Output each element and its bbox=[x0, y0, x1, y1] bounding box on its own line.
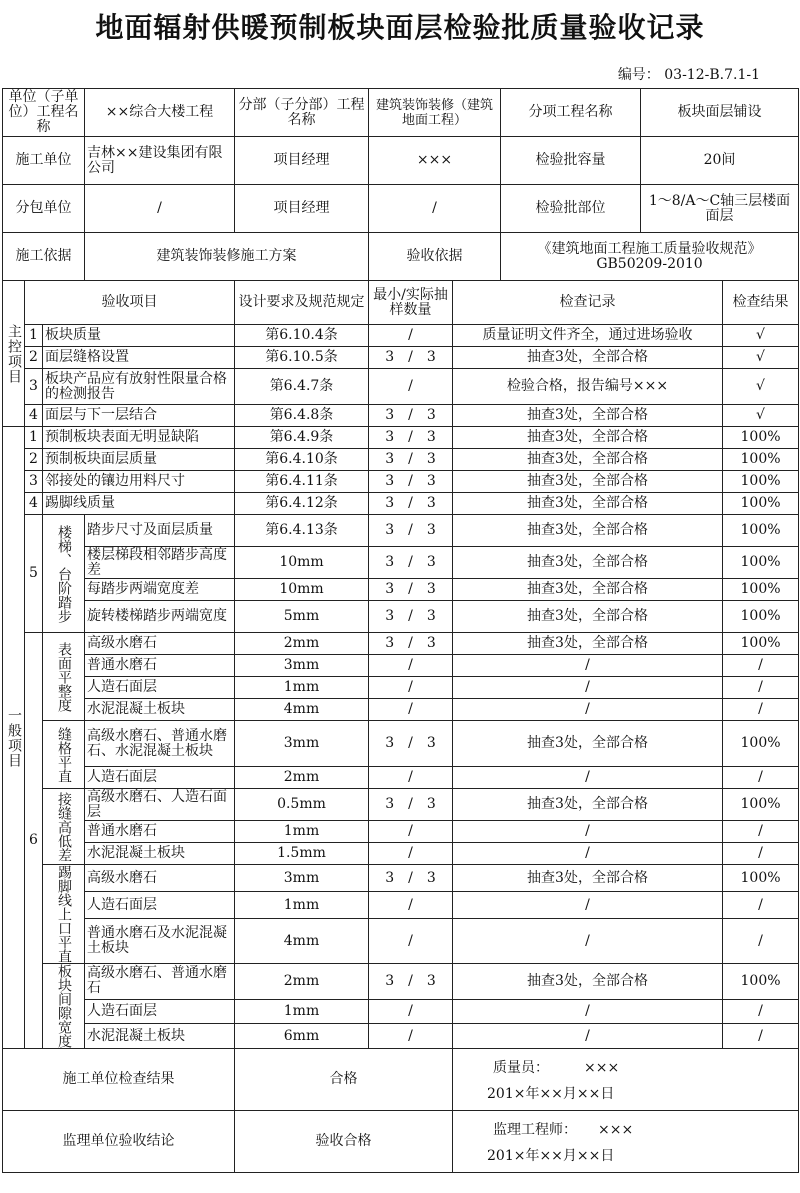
table-row bbox=[3, 633, 799, 655]
pm-value: ××× bbox=[369, 137, 501, 185]
spec-cell: 0.5mm bbox=[235, 789, 369, 821]
table-row bbox=[3, 493, 799, 515]
spec-cell: 第6.10.5条 bbox=[235, 347, 369, 369]
table-row bbox=[3, 405, 799, 427]
supervisor-accept-signature bbox=[453, 1111, 799, 1173]
result-cell: / bbox=[723, 821, 799, 843]
record-cell: / bbox=[453, 919, 723, 964]
item-name: 高级水磨石 bbox=[85, 633, 235, 655]
result-cell: / bbox=[723, 999, 799, 1024]
result-cell: 100% bbox=[723, 721, 799, 767]
spec-cell: 1.5mm bbox=[235, 843, 369, 865]
item-number: 2 bbox=[25, 449, 43, 471]
sample-cell: 3 / 3 bbox=[369, 493, 453, 515]
supervisor-accept-date: 201×年××月××日 bbox=[487, 1148, 615, 1164]
item-number: 4 bbox=[25, 405, 43, 427]
unit-value: ××综合大楼工程 bbox=[85, 89, 235, 137]
table-row bbox=[3, 655, 799, 677]
capacity-label: 检验批容量 bbox=[501, 137, 641, 185]
sample-cell: 3 / 3 bbox=[369, 471, 453, 493]
spec-cell: 第6.4.12条 bbox=[235, 493, 369, 515]
table-row bbox=[3, 515, 799, 547]
item-name: 人造石面层 bbox=[85, 892, 235, 919]
sample-cell: 3 / 3 bbox=[369, 515, 453, 547]
item-name: 人造石面层 bbox=[85, 677, 235, 699]
supervisor-accept-label: 监理单位验收结论 bbox=[3, 1111, 235, 1173]
supervisor-accept-result: 验收合格 bbox=[235, 1111, 453, 1173]
result-cell: √ bbox=[723, 369, 799, 405]
capacity-value: 20间 bbox=[641, 137, 799, 185]
record-cell: 抽查3处，全部合格 bbox=[453, 471, 723, 493]
result-cell: 100% bbox=[723, 493, 799, 515]
record-cell: / bbox=[453, 892, 723, 919]
sample-cell: 3 / 3 bbox=[369, 633, 453, 655]
record-cell: / bbox=[453, 843, 723, 865]
spec-cell: 第6.4.13条 bbox=[235, 515, 369, 547]
item-number: 1 bbox=[25, 325, 43, 347]
sample-cell: / bbox=[369, 767, 453, 789]
item-name: 板块产品应有放射性限量合格的检测报告 bbox=[43, 369, 235, 405]
item-name: 踏步尺寸及面层质量 bbox=[85, 515, 235, 547]
item-name: 板块质量 bbox=[43, 325, 235, 347]
item-name: 水泥混凝土板块 bbox=[85, 843, 235, 865]
table-row bbox=[3, 449, 799, 471]
record-cell: / bbox=[453, 677, 723, 699]
subcontractor-label: 分包单位 bbox=[3, 185, 85, 233]
result-cell: 100% bbox=[723, 964, 799, 1000]
spec-cell: 第6.10.4条 bbox=[235, 325, 369, 347]
spec-cell: 10mm bbox=[235, 579, 369, 601]
sample-cell: 3 / 3 bbox=[369, 449, 453, 471]
deviation-group-label: 接缝高低差 bbox=[43, 789, 85, 865]
spec-cell: 2mm bbox=[235, 633, 369, 655]
spec-cell: 6mm bbox=[235, 1024, 369, 1049]
sub-pm-label: 项目经理 bbox=[235, 185, 369, 233]
record-cell: 抽查3处，全部合格 bbox=[453, 547, 723, 579]
subcontractor-value: / bbox=[85, 185, 235, 233]
sample-cell: 3 / 3 bbox=[369, 964, 453, 1000]
col-header-spec: 设计要求及规范规定 bbox=[235, 281, 369, 325]
basis-value: 建筑装饰装修施工方案 bbox=[85, 233, 369, 281]
spec-cell: 第6.4.9条 bbox=[235, 427, 369, 449]
location-value: 1～8/A～C轴三层楼面面层 bbox=[641, 185, 799, 233]
item-name: 旋转楼梯踏步两端宽度 bbox=[85, 601, 235, 633]
table-row bbox=[3, 1024, 799, 1049]
table-row bbox=[3, 999, 799, 1024]
sample-cell: 3 / 3 bbox=[369, 427, 453, 449]
item-name: 高级水磨石、普通水磨石、水泥混凝土板块 bbox=[85, 721, 235, 767]
sample-cell: 3 / 3 bbox=[369, 547, 453, 579]
item-name: 高级水磨石、普通水磨石 bbox=[85, 964, 235, 1000]
result-cell: √ bbox=[723, 347, 799, 369]
main-control-group-label: 主控项目 bbox=[3, 281, 25, 427]
stairs-number: 5 bbox=[25, 515, 43, 633]
item-name: 人造石面层 bbox=[85, 767, 235, 789]
record-cell: / bbox=[453, 1024, 723, 1049]
item-name: 高级水磨石 bbox=[85, 865, 235, 892]
item-number: 4 bbox=[25, 493, 43, 515]
table-row bbox=[3, 369, 799, 405]
record-cell: 抽查3处，全部合格 bbox=[453, 601, 723, 633]
spec-cell: 1mm bbox=[235, 677, 369, 699]
spec-cell: 2mm bbox=[235, 964, 369, 1000]
sample-cell: 3 / 3 bbox=[369, 347, 453, 369]
sample-cell: / bbox=[369, 677, 453, 699]
general-group-label: 一般项目 bbox=[3, 427, 25, 1049]
item-name: 预制板块表面无明显缺陷 bbox=[43, 427, 235, 449]
result-cell: / bbox=[723, 655, 799, 677]
sample-cell: 3 / 3 bbox=[369, 789, 453, 821]
spec-cell: 第6.4.8条 bbox=[235, 405, 369, 427]
sample-cell: / bbox=[369, 655, 453, 677]
result-cell: / bbox=[723, 677, 799, 699]
spec-cell: 第6.4.7条 bbox=[235, 369, 369, 405]
spec-cell: 第6.4.10条 bbox=[235, 449, 369, 471]
record-cell: 抽查3处，全部合格 bbox=[453, 579, 723, 601]
col-header-sample: 最小/实际抽样数量 bbox=[369, 281, 453, 325]
division-value: 建筑装饰装修（建筑地面工程） bbox=[369, 89, 501, 137]
spec-cell: 1mm bbox=[235, 892, 369, 919]
contractor-check-signature bbox=[453, 1049, 799, 1111]
result-cell: 100% bbox=[723, 547, 799, 579]
basis-label: 施工依据 bbox=[3, 233, 85, 281]
page-title: 地面辐射供暖预制板块面层检验批质量验收记录 bbox=[95, 11, 705, 44]
sub-pm-value: / bbox=[369, 185, 501, 233]
deviation-number: 6 bbox=[25, 633, 43, 1049]
result-cell: / bbox=[723, 843, 799, 865]
table-row bbox=[3, 1049, 799, 1111]
record-cell: / bbox=[453, 767, 723, 789]
record-cell: 抽查3处，全部合格 bbox=[453, 449, 723, 471]
record-cell: 抽查3处，全部合格 bbox=[453, 721, 723, 767]
table-row bbox=[3, 919, 799, 964]
item-name: 水泥混凝土板块 bbox=[85, 1024, 235, 1049]
item-number: 3 bbox=[25, 471, 43, 493]
sample-cell: / bbox=[369, 892, 453, 919]
contractor-check-signer: 质量员： ××× bbox=[493, 1060, 620, 1076]
record-cell: / bbox=[453, 699, 723, 721]
sample-cell: / bbox=[369, 843, 453, 865]
unit-label: 单位（子单位）工程名称 bbox=[3, 89, 85, 137]
spec-cell: 4mm bbox=[235, 919, 369, 964]
stairs-label: 楼梯、台阶踏步 bbox=[43, 515, 85, 633]
record-cell: 抽查3处，全部合格 bbox=[453, 964, 723, 1000]
record-cell: 抽查3处，全部合格 bbox=[453, 427, 723, 449]
subitem-label: 分项工程名称 bbox=[501, 89, 641, 137]
result-cell: 100% bbox=[723, 427, 799, 449]
sample-cell: 3 / 3 bbox=[369, 865, 453, 892]
result-cell: 100% bbox=[723, 515, 799, 547]
subitem-value: 板块面层铺设 bbox=[641, 89, 799, 137]
location-label: 检验批部位 bbox=[501, 185, 641, 233]
spec-cell: 3mm bbox=[235, 865, 369, 892]
record-cell: 抽查3处，全部合格 bbox=[453, 515, 723, 547]
result-cell: √ bbox=[723, 325, 799, 347]
record-cell: 抽查3处，全部合格 bbox=[453, 865, 723, 892]
record-cell: 抽查3处，全部合格 bbox=[453, 347, 723, 369]
deviation-group-label: 表面平整度 bbox=[43, 633, 85, 721]
item-name: 普通水磨石 bbox=[85, 655, 235, 677]
result-cell: / bbox=[723, 767, 799, 789]
contractor-label: 施工单位 bbox=[3, 137, 85, 185]
item-number: 3 bbox=[25, 369, 43, 405]
table-row bbox=[3, 579, 799, 601]
division-label: 分部（子分部）工程名称 bbox=[235, 89, 369, 137]
spec-cell: 5mm bbox=[235, 601, 369, 633]
result-cell: 100% bbox=[723, 471, 799, 493]
accept-basis-value: 《建筑地面工程施工质量验收规范》GB50209-2010 bbox=[501, 233, 799, 281]
result-cell: / bbox=[723, 919, 799, 964]
table-row bbox=[3, 767, 799, 789]
result-cell: 100% bbox=[723, 789, 799, 821]
sample-cell: / bbox=[369, 325, 453, 347]
result-cell: / bbox=[723, 1024, 799, 1049]
record-cell: / bbox=[453, 821, 723, 843]
accept-basis-label: 验收依据 bbox=[369, 233, 501, 281]
table-row bbox=[3, 347, 799, 369]
item-name: 邻接处的镶边用料尺寸 bbox=[43, 471, 235, 493]
contractor-value: 吉林××建设集团有限公司 bbox=[85, 137, 235, 185]
record-cell: 抽查3处，全部合格 bbox=[453, 493, 723, 515]
sample-cell: 3 / 3 bbox=[369, 579, 453, 601]
item-name: 楼层梯段相邻踏步高度差 bbox=[85, 547, 235, 579]
result-cell: 100% bbox=[723, 633, 799, 655]
item-number: 1 bbox=[25, 427, 43, 449]
table-row bbox=[3, 821, 799, 843]
sample-cell: / bbox=[369, 999, 453, 1024]
record-cell: 抽查3处，全部合格 bbox=[453, 789, 723, 821]
spec-cell: 4mm bbox=[235, 699, 369, 721]
table-row bbox=[3, 325, 799, 347]
table-row bbox=[3, 547, 799, 579]
result-cell: 100% bbox=[723, 601, 799, 633]
table-row bbox=[3, 789, 799, 821]
spec-cell: 1mm bbox=[235, 999, 369, 1024]
col-header-record: 检查记录 bbox=[453, 281, 723, 325]
col-header-result: 检查结果 bbox=[723, 281, 799, 325]
table-row bbox=[3, 1111, 799, 1173]
sample-cell: / bbox=[369, 699, 453, 721]
deviation-group-label: 板块间隙宽度 bbox=[43, 964, 85, 1049]
item-name: 面层与下一层结合 bbox=[43, 405, 235, 427]
item-name: 踢脚线质量 bbox=[43, 493, 235, 515]
spec-cell: 3mm bbox=[235, 655, 369, 677]
spec-cell: 3mm bbox=[235, 721, 369, 767]
item-number: 2 bbox=[25, 347, 43, 369]
result-cell: 100% bbox=[723, 449, 799, 471]
table-row bbox=[3, 964, 799, 1000]
item-name: 预制板块面层质量 bbox=[43, 449, 235, 471]
inspection-record-table bbox=[2, 88, 799, 1173]
item-name: 普通水磨石 bbox=[85, 821, 235, 843]
table-row bbox=[3, 427, 799, 449]
spec-cell: 第6.4.11条 bbox=[235, 471, 369, 493]
result-cell: 100% bbox=[723, 579, 799, 601]
table-row bbox=[3, 699, 799, 721]
sample-cell: / bbox=[369, 369, 453, 405]
sample-cell: 3 / 3 bbox=[369, 405, 453, 427]
sample-cell: / bbox=[369, 1024, 453, 1049]
table-row bbox=[3, 677, 799, 699]
pm-label: 项目经理 bbox=[235, 137, 369, 185]
spec-cell: 10mm bbox=[235, 547, 369, 579]
sample-cell: / bbox=[369, 821, 453, 843]
item-name: 高级水磨石、人造石面层 bbox=[85, 789, 235, 821]
record-cell: / bbox=[453, 999, 723, 1024]
result-cell: √ bbox=[723, 405, 799, 427]
result-cell: / bbox=[723, 892, 799, 919]
contractor-check-result: 合格 bbox=[235, 1049, 453, 1111]
sample-cell: / bbox=[369, 919, 453, 964]
contractor-check-label: 施工单位检查结果 bbox=[3, 1049, 235, 1111]
item-name: 人造石面层 bbox=[85, 999, 235, 1024]
document-number: 编号： 03-12-B.7.1-1 bbox=[617, 67, 760, 83]
record-cell: / bbox=[453, 655, 723, 677]
item-name: 水泥混凝土板块 bbox=[85, 699, 235, 721]
table-row bbox=[3, 721, 799, 767]
record-cell: 检验合格，报告编号××× bbox=[453, 369, 723, 405]
record-cell: 质量证明文件齐全，通过进场验收 bbox=[453, 325, 723, 347]
result-cell: 100% bbox=[723, 865, 799, 892]
contractor-check-date: 201×年××月××日 bbox=[487, 1086, 615, 1102]
supervisor-accept-signer: 监理工程师： ××× bbox=[493, 1122, 634, 1138]
item-name: 面层缝格设置 bbox=[43, 347, 235, 369]
spec-cell: 1mm bbox=[235, 821, 369, 843]
record-cell: 抽查3处，全部合格 bbox=[453, 633, 723, 655]
result-cell: / bbox=[723, 699, 799, 721]
table-row bbox=[3, 471, 799, 493]
table-row bbox=[3, 843, 799, 865]
table-row bbox=[3, 892, 799, 919]
record-cell: 抽查3处，全部合格 bbox=[453, 405, 723, 427]
sample-cell: 3 / 3 bbox=[369, 601, 453, 633]
spec-cell: 2mm bbox=[235, 767, 369, 789]
deviation-group-label: 缝格平直 bbox=[43, 721, 85, 789]
table-row bbox=[3, 865, 799, 892]
col-header-item: 验收项目 bbox=[25, 281, 235, 325]
sample-cell: 3 / 3 bbox=[369, 721, 453, 767]
item-name: 普通水磨石及水泥混凝土板块 bbox=[85, 919, 235, 964]
table-row bbox=[3, 601, 799, 633]
item-name: 每踏步两端宽度差 bbox=[85, 579, 235, 601]
deviation-group-label: 踢脚线上口平直 bbox=[43, 865, 85, 964]
